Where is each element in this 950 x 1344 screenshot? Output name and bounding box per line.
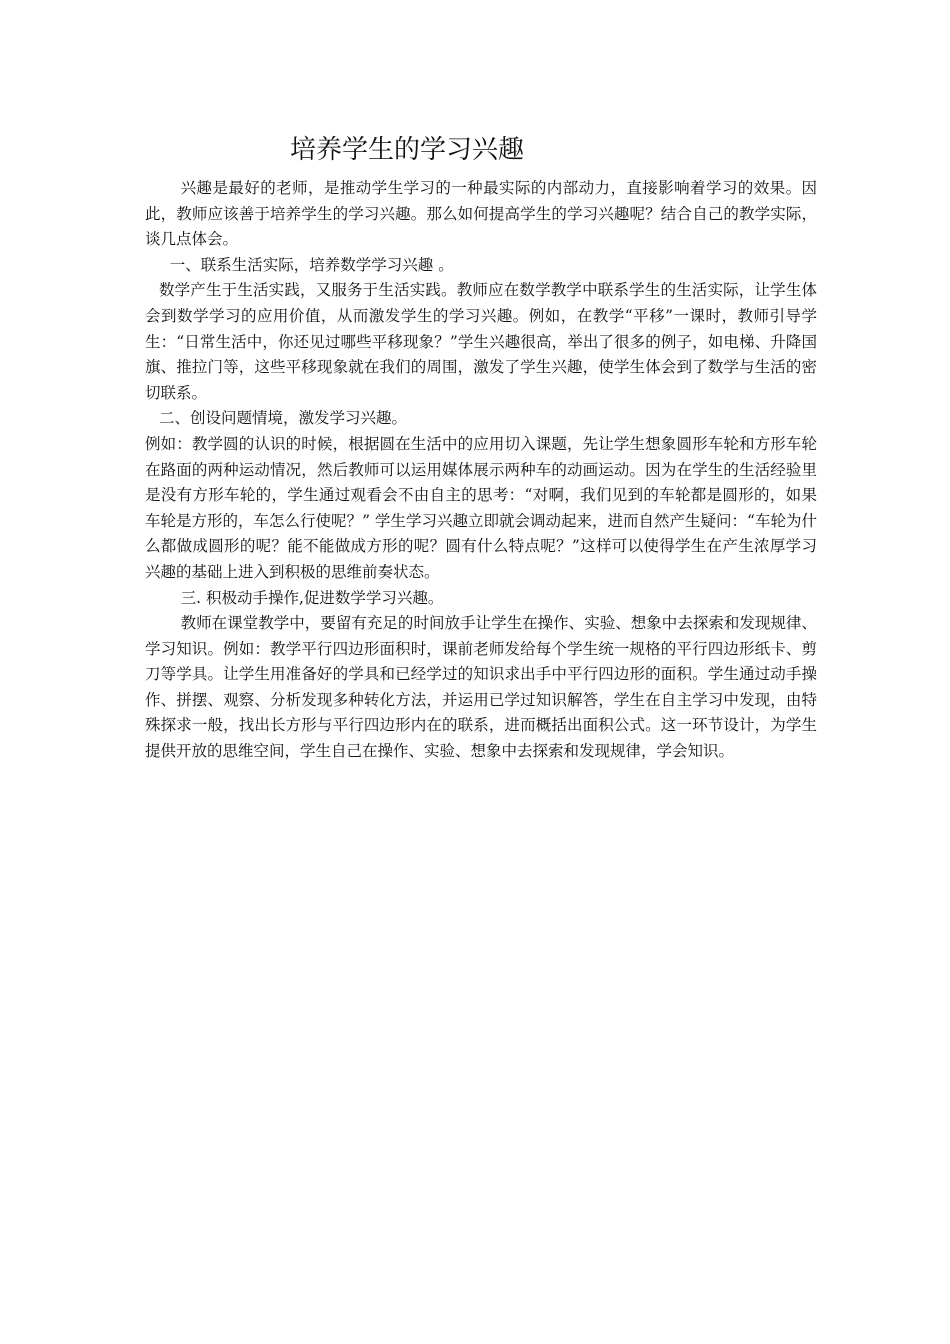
document-title: 培养学生的学习兴趣 (290, 135, 525, 165)
section-heading-1: 一、联系生活实际，培养数学学习兴趣 。 (169, 255, 454, 274)
section-heading-2: 二、创设问题情境，激发学习兴趣。 (158, 409, 407, 428)
document-body (145, 176, 817, 765)
section-3-paragraph: 教师在课堂教学中，要留有充足的时间放手让学生在操作、实验、想象中去探索和发现规律、学习知识。例如：教学平行四边形面积时，课前老师发给每个学生统一规格的平行四边形纸卡、剪刀等学具。让学生用准备好的学具和已经学过的知识求出手中平行四边形的面积。学生通过动手操作、拼摆、观察、分析发现多种转化方法，并运用已学过知识解答，学生在自主学习中发现，由特殊探求一般，找出长方形与平行四边形内在的联系，进而概括出面积公式。这一环节设计，为学生提供开放的思维空间，学生自己在操作、实验、想象中去探索和发现规律，学会知识。 (145, 614, 817, 761)
intro-paragraph: 兴趣是最好的老师，是推动学生学习的一种最实际的内部动力，直接影响着学习的效果。因此，教师应该善于培养学生的学习兴趣。那么如何提高学生的学习兴趣呢？结合自己的教学实际，谈几点体会。 (145, 179, 817, 249)
section-heading-3: 三. 积极动手操作,促进数学学习兴趣。 (180, 588, 444, 607)
section-1-paragraph: 数学产生于生活实践，又服务于生活实践。教师应在数学教学中联系学生的生活实际，让学生体会到数学学习的应用价值，从而激发学生的学习兴趣。例如，在教学“平移”一课时，教师引导学生：“日常生活中，你还见过哪些平移现象？”学生兴趣很高，举出了很多的例子，如电梯、升降国旗、推拉门等，这些平移现象就在我们的周围，激发了学生兴趣，使学生体会到了数学与生活的密切联系。 (145, 281, 817, 402)
section-2-paragraph: 例如：教学圆的认识的时候，根据圆在生活中的应用切入课题，先让学生想象圆形车轮和方形车轮在路面的两种运动情况，然后教师可以运用媒体展示两种车的动画运动。因为在学生的生活经验里是没有方形车轮的，学生通过观看会不由自主的思考：“对啊，我们见到的车轮都是圆形的，如果车轮是方形的，车怎么行使呢？” 学生学习兴趣立即就会调动起来，进而自然产生疑问：“车轮为什么都做成圆形的呢？能不能做成方形的呢？圆有什么特点呢？”这样可以使得学生在产生浓厚学习兴趣的基础上进入到积极的思维前奏状态。 (145, 434, 817, 581)
